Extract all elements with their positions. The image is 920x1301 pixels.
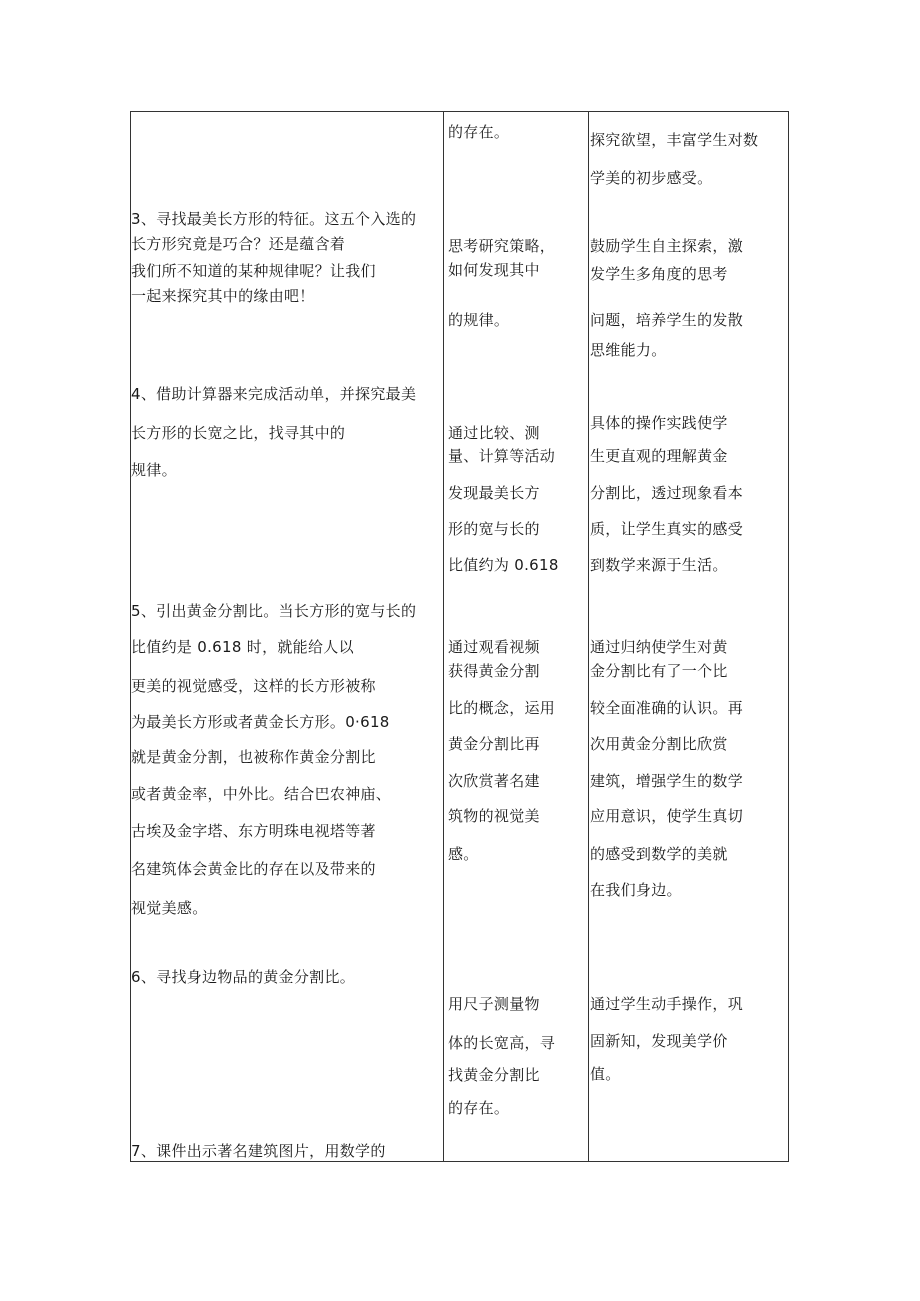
activity-line-3: 如何发现其中 <box>448 261 540 279</box>
intent-line-4: 发学生多角度的思考 <box>590 265 728 283</box>
activity-line-19: 找黄金分割比 <box>448 1066 540 1084</box>
process-step-6-line-1: 6、寻找身边物品的黄金分割比。 <box>131 968 356 986</box>
process-step-3-line-2: 长方形究竟是巧合？还是蕴含着 <box>131 235 346 253</box>
intent-line-11: 到数学来源于生活。 <box>590 556 728 574</box>
intent-line-8: 生更直观的理解黄金 <box>590 447 728 465</box>
activity-line-8: 形的宽与长的 <box>448 520 540 538</box>
process-step-5-line-1: 5、引出黄金分割比。当长方形的宽与长的 <box>131 602 417 620</box>
process-step-5-line-4: 为最美长方形或者黄金长方形。0·618 <box>131 713 390 731</box>
activity-line-14: 次欣赏著名建 <box>448 772 540 790</box>
intent-line-14: 较全面准确的认识。再 <box>590 699 744 717</box>
intent-line-5: 问题，培养学生的发散 <box>590 311 744 329</box>
process-step-5-line-2: 比值约是 0.618 时，就能给人以 <box>131 638 354 656</box>
process-step-4-line-3: 规律。 <box>131 461 177 479</box>
process-step-3-line-3: 我们所不知道的某种规律呢？让我们 <box>131 262 376 280</box>
process-step-5-line-6: 或者黄金率，中外比。结合巴农神庙、 <box>131 785 392 803</box>
intent-line-10: 质，让学生真实的感受 <box>590 520 744 538</box>
intent-line-19: 在我们身边。 <box>590 881 682 899</box>
activity-line-7: 发现最美长方 <box>448 484 540 502</box>
activity-line-4: 的规律。 <box>448 311 510 329</box>
activity-line-1: 的存在。 <box>448 123 510 141</box>
process-step-4-line-2: 长方形的长宽之比，找寻其中的 <box>131 424 346 442</box>
process-step-5-line-3: 更美的视觉感受，这样的长方形被称 <box>131 677 376 695</box>
activity-line-20: 的存在。 <box>448 1099 510 1117</box>
intent-line-6: 思维能力。 <box>590 341 667 359</box>
process-step-4-line-1: 4、借助计算器来完成活动单，并探究最美 <box>131 385 417 403</box>
activity-line-11: 获得黄金分割 <box>448 662 540 680</box>
activity-line-10: 通过观看视频 <box>448 638 540 656</box>
intent-line-15: 次用黄金分割比欣赏 <box>590 735 728 753</box>
intent-line-9: 分割比，透过现象看本 <box>590 484 744 502</box>
process-step-7-line-1: 7、课件出示著名建筑图片，用数学的 <box>131 1142 386 1160</box>
activity-line-13: 黄金分割比再 <box>448 735 540 753</box>
activity-line-9: 比值约为 0.618 <box>448 556 559 574</box>
process-step-3-line-1: 3、寻找最美长方形的特征。这五个入选的 <box>131 210 417 228</box>
intent-line-1: 探究欲望，丰富学生对数 <box>590 131 759 149</box>
intent-line-13: 金分割比有了一个比 <box>590 662 728 680</box>
activity-line-17: 用尺子测量物 <box>448 995 540 1013</box>
intent-line-12: 通过归纳使学生对黄 <box>590 638 728 656</box>
intent-line-20: 通过学生动手操作，巩 <box>590 995 744 1013</box>
intent-line-7: 具体的操作实践使学 <box>590 414 728 432</box>
process-step-5-line-7: 古埃及金字塔、东方明珠电视塔等著 <box>131 822 376 840</box>
activity-line-12: 比的概念，运用 <box>448 699 556 717</box>
intent-line-17: 应用意识，使学生真切 <box>590 807 744 825</box>
activity-line-6: 量、计算等活动 <box>448 447 556 465</box>
activity-line-15: 筑物的视觉美 <box>448 807 540 825</box>
column-divider-1 <box>443 111 444 1162</box>
process-step-5-line-5: 就是黄金分割，也被称作黄金分割比 <box>131 748 376 766</box>
activity-line-18: 体的长宽高，寻 <box>448 1034 556 1052</box>
intent-line-21: 固新知，发现美学价 <box>590 1032 728 1050</box>
intent-line-16: 建筑，增强学生的数学 <box>590 772 744 790</box>
process-step-5-line-9: 视觉美感。 <box>131 899 208 917</box>
intent-line-2: 学美的初步感受。 <box>590 169 713 187</box>
activity-line-16: 感。 <box>448 845 479 863</box>
process-step-3-line-4: 一起来探究其中的缘由吧！ <box>131 287 315 305</box>
column-divider-2 <box>588 111 589 1162</box>
process-step-5-line-8: 名建筑体会黄金比的存在以及带来的 <box>131 860 376 878</box>
intent-line-18: 的感受到数学的美就 <box>590 845 728 863</box>
intent-line-3: 鼓励学生自主探索，激 <box>590 237 744 255</box>
activity-line-2: 思考研究策略， <box>448 237 556 255</box>
activity-line-5: 通过比较、测 <box>448 424 540 442</box>
intent-line-22: 值。 <box>590 1065 621 1083</box>
